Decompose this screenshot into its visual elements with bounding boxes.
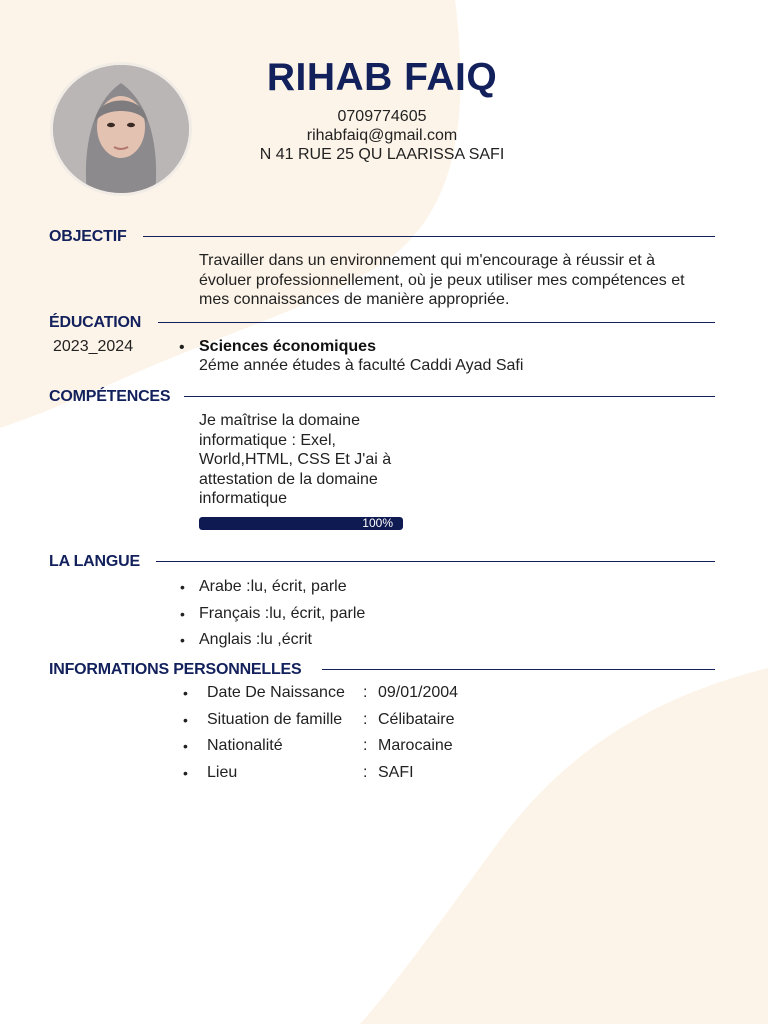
bullet-icon: •: [183, 685, 188, 701]
bullet-icon: •: [179, 339, 185, 356]
list-item: • Arabe :lu, écrit, parle: [180, 578, 365, 605]
skill-level-label: 100%: [362, 517, 393, 530]
language-list: [180, 578, 365, 658]
bullet-icon: •: [183, 711, 188, 728]
education-year: 2023_2024: [53, 338, 134, 355]
postal-address: N 41 RUE 25 QU LAARISSA SAFI: [259, 146, 505, 163]
bullet-icon: •: [183, 764, 188, 781]
info-label: Date De Naissance: [207, 684, 345, 701]
list-item: • Français :lu, écrit, parle: [180, 605, 365, 632]
section-title-competences: COMPÉTENCES: [49, 388, 171, 405]
list-item: • Anglais :lu ,écrit: [180, 631, 365, 658]
section-divider: [158, 322, 715, 323]
education-detail: 2éme année études à faculté Caddi Ayad Safi: [199, 357, 524, 374]
email-address: rihabfaiq@gmail.com: [306, 127, 458, 144]
info-value: 09/01/2004: [378, 684, 459, 701]
info-value: Célibataire: [378, 710, 455, 728]
info-separator: :: [363, 710, 368, 728]
section-divider: [184, 396, 715, 397]
section-title-infos: INFORMATIONS PERSONNELLES: [49, 661, 302, 678]
skill-level-bar: [199, 517, 403, 530]
section-title-objectif: OBJECTIF: [49, 228, 127, 245]
info-label: Nationalité: [207, 737, 283, 754]
education-degree: Sciences économiques: [199, 338, 376, 355]
profile-photo: [50, 62, 192, 196]
info-separator: :: [363, 737, 368, 754]
skills-text: Je maîtrise la domaine informatique : Exel, World,HTML, CSS Et J'ai à attestation de la domaine informatique: [199, 412, 392, 507]
section-title-langue: LA LANGUE: [49, 553, 140, 570]
bullet-icon: •: [183, 738, 188, 754]
info-value: Marocaine: [378, 737, 453, 754]
objective-text: Travailler dans un environnement qui m'encourage à réussir et à évoluer professionnellement, où je peux utiliser mes compétences et mes connaissances de manière appropriée.: [199, 252, 685, 308]
section-title-education: ÉDUCATION: [49, 314, 142, 331]
section-divider: [322, 669, 715, 670]
section-divider: [143, 236, 715, 237]
section-divider: [156, 561, 715, 562]
info-value: SAFI: [378, 763, 414, 781]
info-label: Situation de famille: [207, 710, 343, 728]
info-separator: :: [363, 684, 368, 701]
candidate-name: RIHAB FAIQ: [266, 56, 498, 99]
phone-number: 0709774605: [337, 108, 427, 125]
info-label: Lieu: [207, 763, 238, 781]
info-separator: :: [363, 763, 368, 781]
skill-level-fill: [199, 517, 403, 530]
